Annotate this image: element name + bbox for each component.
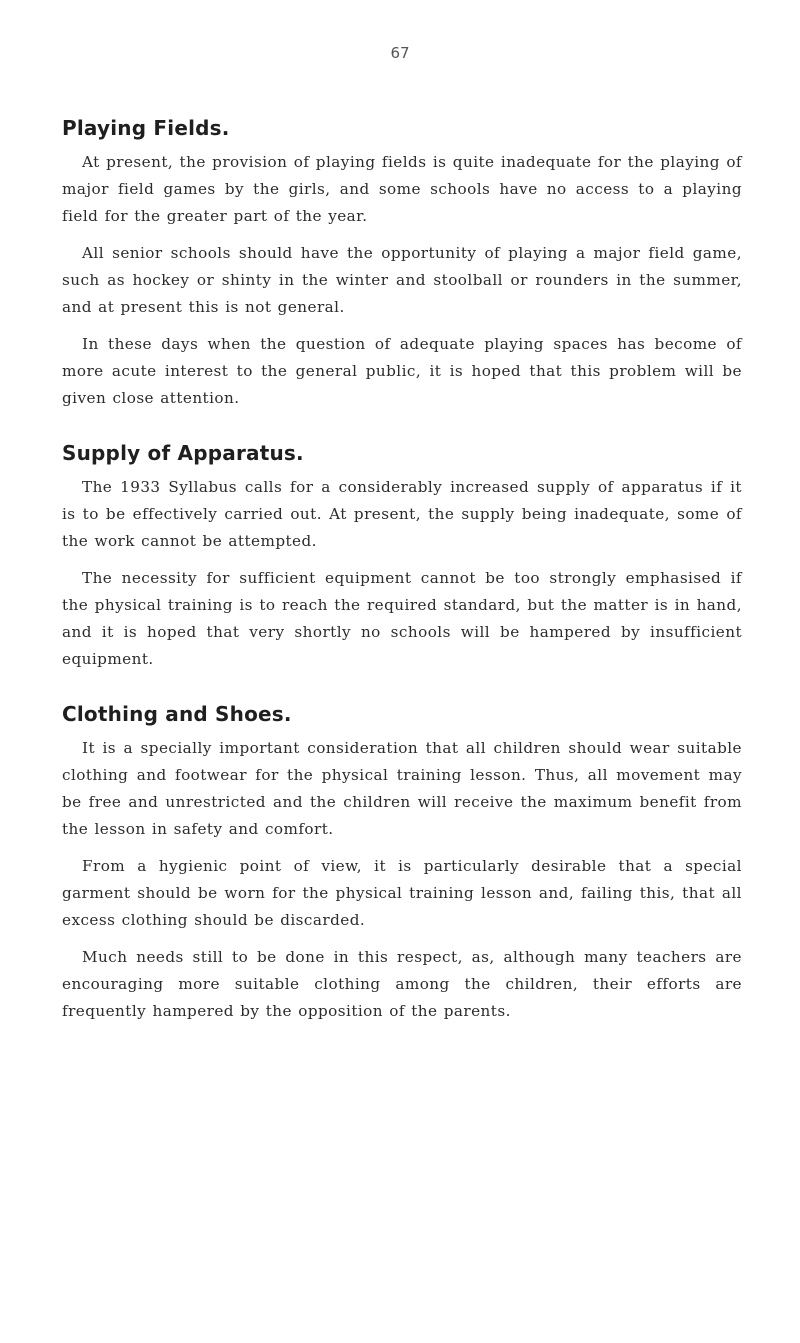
paragraph: Much needs still to be done in this respect, as, although many teachers are encouraging more suitable clothing among the children, their efforts are frequently hampered by the opposition of the parents.	[62, 948, 742, 1020]
section-supply-of-apparatus	[62, 440, 742, 673]
paragraph: All senior schools should have the opportunity of playing a major field game, such as hockey or shinty in the winter and stoolball or rounders in the summer, and at present this is not general.	[62, 244, 742, 316]
section-spacer	[62, 422, 742, 440]
page-number: 67	[390, 44, 410, 62]
paragraph: In these days when the question of adequate playing spaces has become of more acute interest to the general public, it is hoped that this problem will be given close attention.	[62, 335, 742, 407]
paragraph: From a hygienic point of view, it is particularly desirable that a special garment should be worn for the physical training lesson and, failing this, that all excess clothing should be discarded.	[62, 857, 742, 929]
section-playing-fields	[62, 115, 742, 412]
section-heading-clothing-and-shoes: Clothing and Shoes.	[62, 702, 292, 726]
paragraph: The necessity for sufficient equipment cannot be too strongly emphasised if the physical training is to reach the required standard, but the matter is in hand, and it is hoped that very shortly no schools will be hampered by insufficient equipment.	[62, 569, 742, 668]
section-heading-playing-fields: Playing Fields.	[62, 116, 230, 140]
section-spacer	[62, 683, 742, 701]
paragraph: It is a specially important consideration that all children should wear suitable clothing and footwear for the physical training lesson. Thus, all movement may be free and unrestricted and the children will receive the maximum benefit from the lesson in safety and comfort.	[62, 739, 742, 838]
paragraph: The 1933 Syllabus calls for a considerably increased supply of apparatus if it is to be effectively carried out. At present, the supply being inadequate, some of the work cannot be attempted.	[62, 478, 742, 550]
section-heading-supply-of-apparatus: Supply of Apparatus.	[62, 441, 304, 465]
paragraph: At present, the provision of playing fields is quite inadequate for the playing of major field games by the girls, and some schools have no access to a playing field for the greater part of the year.	[62, 153, 742, 225]
section-clothing-and-shoes	[62, 701, 742, 1025]
document-body	[62, 115, 742, 1035]
